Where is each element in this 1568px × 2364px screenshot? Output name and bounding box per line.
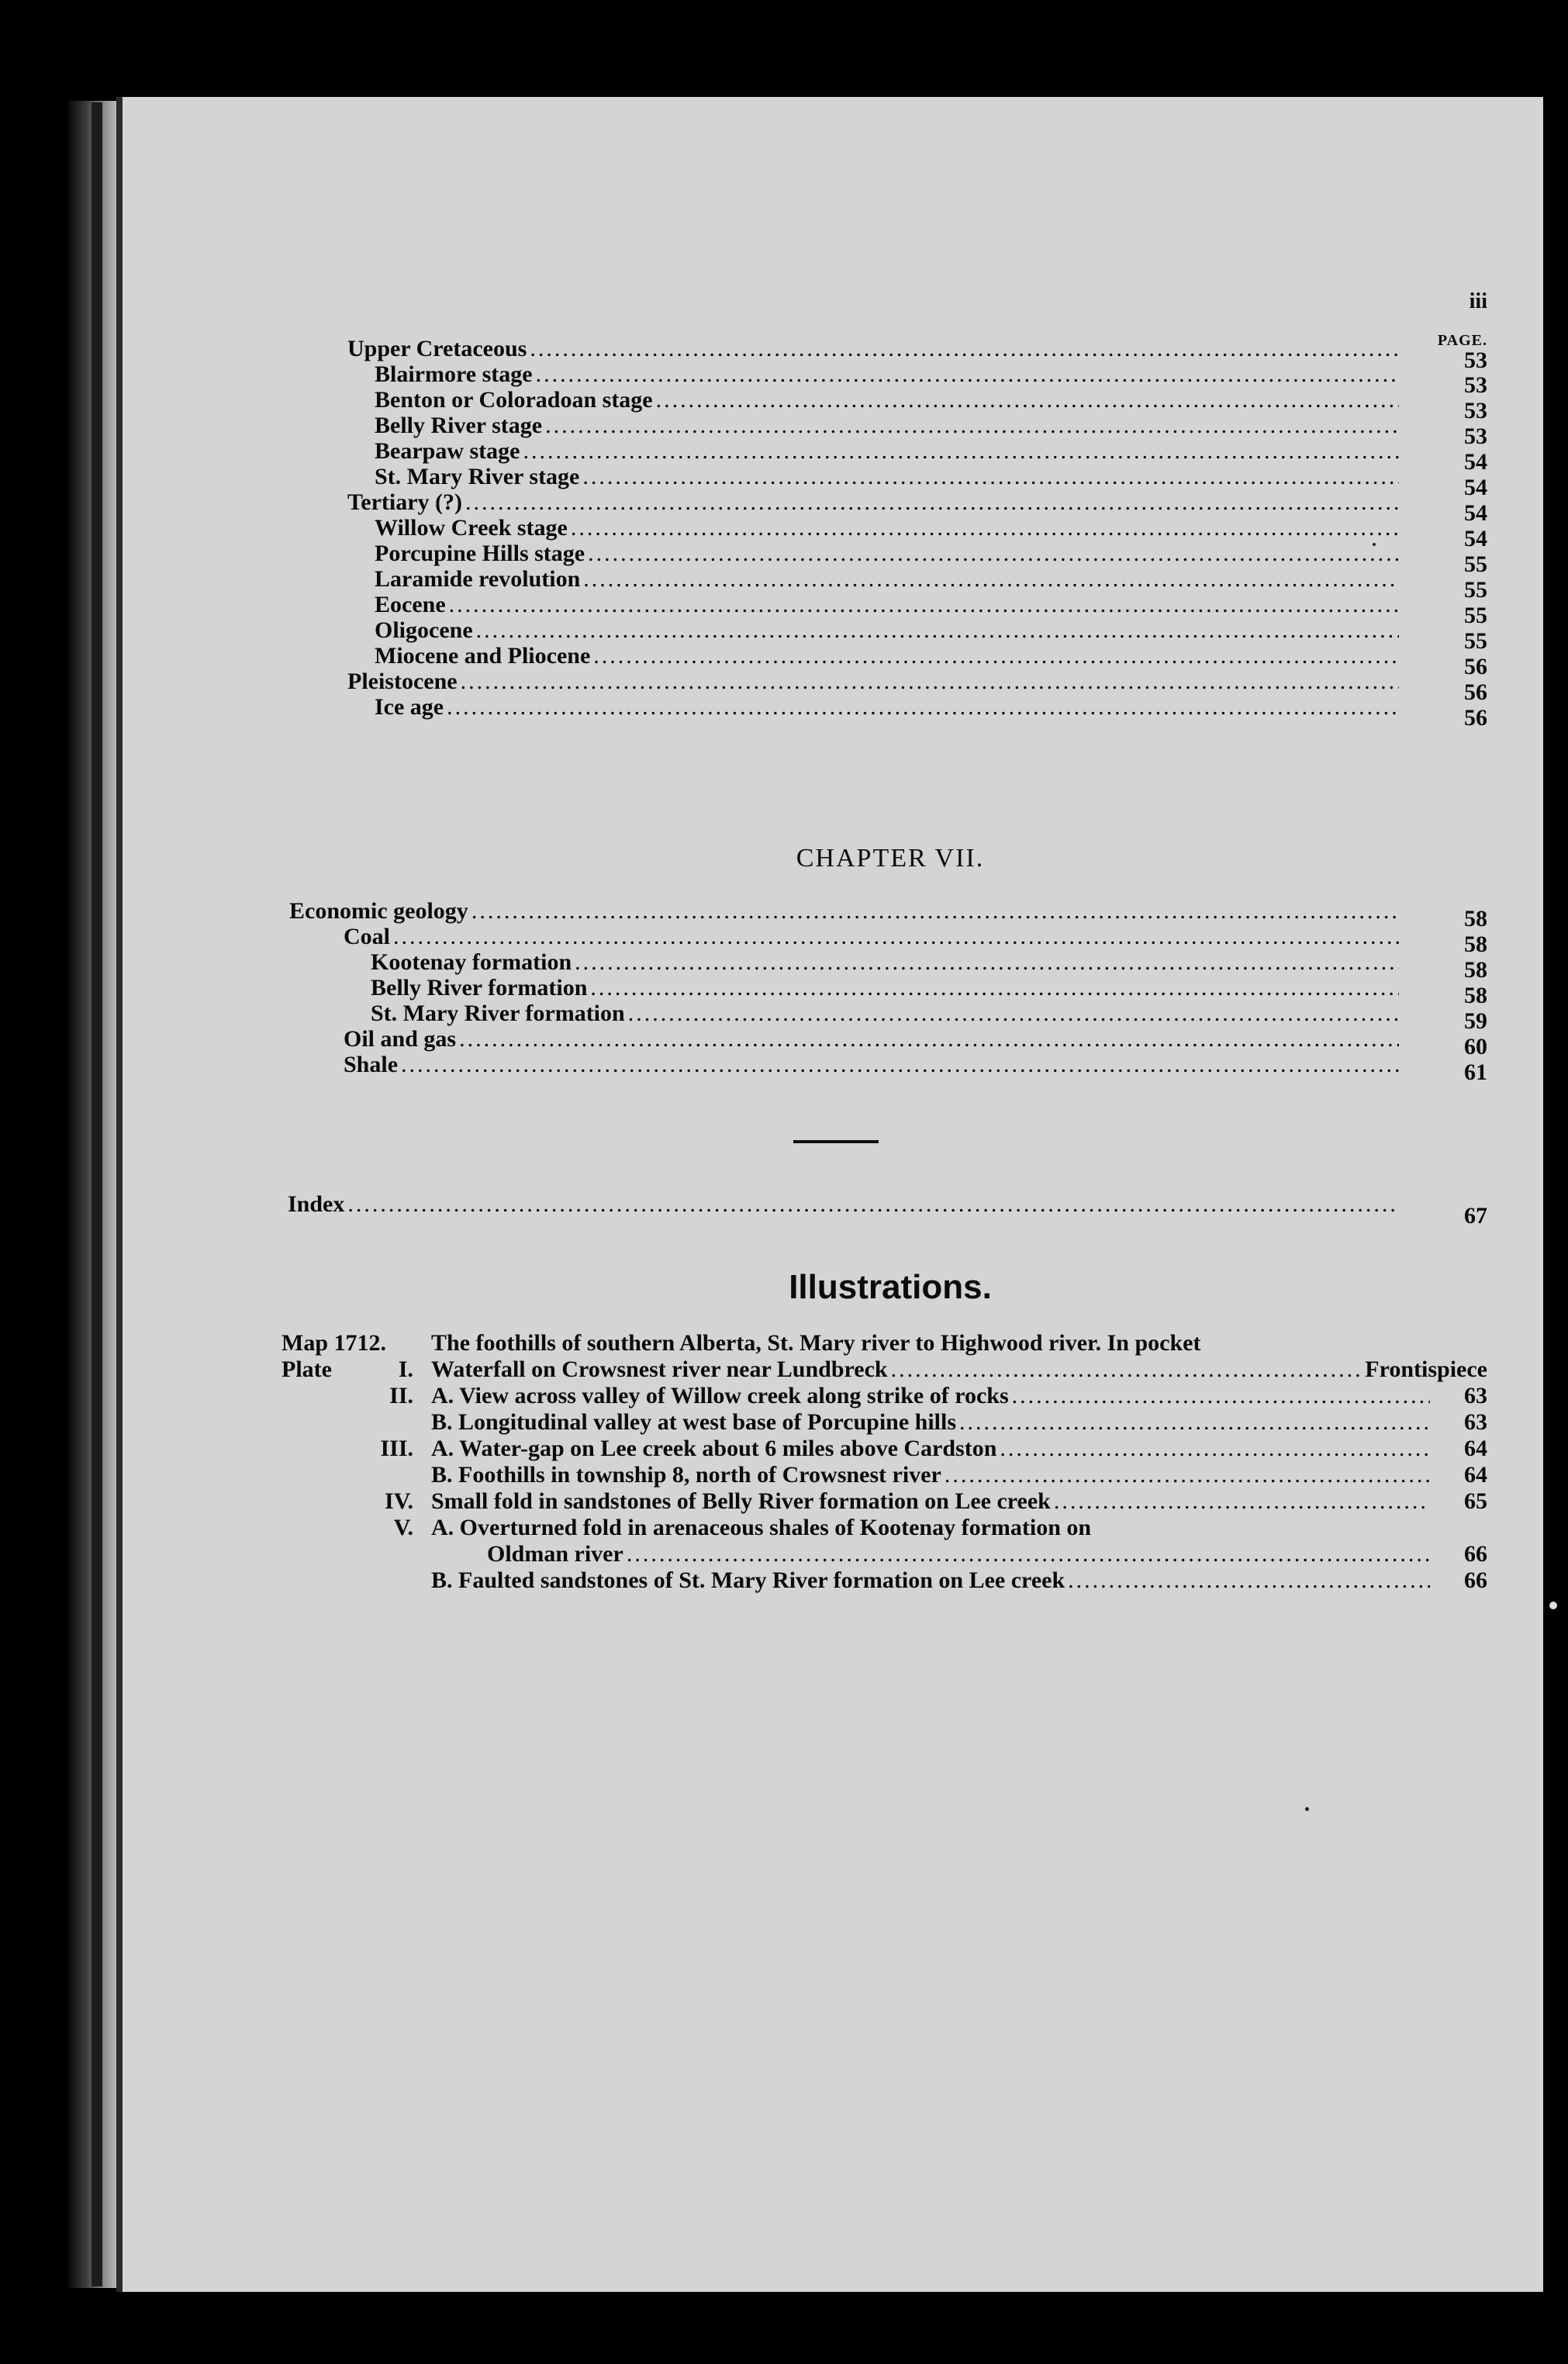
leader-dots [627, 1541, 1430, 1567]
illustration-prefix [281, 1383, 413, 1409]
illustration-text [431, 1462, 1487, 1488]
toc-entry-label: Tertiary (?) [347, 489, 463, 515]
toc-entry-label: Belly River stage [375, 413, 543, 438]
illustration-text [487, 1541, 1487, 1567]
toc-entry-label: Bearpaw stage [375, 438, 520, 464]
illustration-prefix-b: III. [380, 1436, 413, 1461]
illustration-entry [123, 1541, 1487, 1567]
toc-entry-label: Kootenay formation [371, 949, 572, 975]
toc-entry-label: Belly River formation [371, 975, 588, 1001]
toc-entry [344, 1028, 1402, 1051]
scan-artifact [1549, 1602, 1557, 1609]
leader-dots [575, 951, 1399, 974]
leader-dots [571, 517, 1399, 540]
toc-entry [375, 363, 1402, 386]
illustration-prefix-b: II. [389, 1383, 413, 1408]
toc-entry-page: 56 [1464, 705, 1487, 731]
leader-dots [461, 670, 1399, 693]
toc-entry-page: 56 [1464, 679, 1487, 705]
leader-dots [891, 1357, 1363, 1383]
toc-entry [344, 1053, 1402, 1077]
illustration-caption: The foothills of southern Alberta, St. Mary river to Highwood river. In pocket [431, 1330, 1201, 1356]
toc-entry [344, 925, 1402, 949]
toc-entry-page: 55 [1464, 628, 1487, 654]
illustration-caption: A. Water-gap on Lee creek about 6 miles above Cardston [431, 1436, 997, 1461]
toc-entry-label: Economic geology [289, 898, 468, 924]
toc-entry [375, 619, 1402, 642]
leader-dots [393, 925, 1399, 949]
leader-dots [582, 465, 1399, 489]
illustration-prefix [281, 1515, 413, 1541]
toc-entry [375, 593, 1402, 617]
illustration-prefix [281, 1567, 413, 1594]
leader-dots [959, 1409, 1430, 1436]
toc-entry-page: 53 [1464, 423, 1487, 449]
toc-entry [375, 440, 1402, 463]
leader-dots [583, 568, 1399, 591]
toc-entry-label: Oligocene [375, 617, 473, 643]
toc-entry-page: 61 [1464, 1059, 1487, 1085]
illustration-entry [123, 1462, 1487, 1488]
illustration-text [431, 1383, 1487, 1409]
illustration-prefix [281, 1436, 413, 1462]
leader-dots [588, 542, 1399, 565]
leader-dots [1012, 1383, 1430, 1409]
toc-entry-label: Pleistocene [347, 669, 458, 694]
toc-entry-label: Laramide revolution [375, 566, 581, 592]
leader-dots [545, 414, 1399, 437]
toc-entry [289, 900, 1402, 923]
toc-entry-page: 53 [1464, 398, 1487, 423]
paper-speck [1305, 1807, 1309, 1811]
toc-entry-page: 67 [1464, 1203, 1487, 1229]
toc-entry [375, 542, 1402, 565]
illustration-entry [123, 1383, 1487, 1409]
illustration-page: 65 [1464, 1488, 1487, 1514]
toc-entry-page: 55 [1464, 603, 1487, 628]
toc-entry [371, 951, 1402, 974]
toc-entry [347, 670, 1402, 693]
toc-entry-label: Porcupine Hills stage [375, 541, 585, 566]
toc-entry [371, 1002, 1402, 1025]
toc-entry-label: Miocene and Pliocene [375, 643, 591, 669]
chapter-heading: CHAPTER VII. [796, 844, 985, 873]
toc-entry-label: Upper Cretaceous [347, 336, 527, 361]
toc-entry-page: 54 [1464, 475, 1487, 500]
illustration-caption: Waterfall on Crowsnest river near Lundbreck [431, 1357, 888, 1382]
illustration-prefix-a: Plate [281, 1357, 332, 1382]
illustration-caption: A. Overturned fold in arenaceous shales of Kootenay formation on [431, 1515, 1092, 1540]
toc-entry [375, 517, 1402, 540]
leader-dots [476, 619, 1399, 642]
illustration-page: 66 [1464, 1567, 1487, 1593]
leader-dots [523, 440, 1399, 463]
page-number: iii [1469, 289, 1487, 313]
leader-dots [656, 389, 1399, 412]
toc-entry-page: 59 [1464, 1008, 1487, 1034]
toc-entry [371, 976, 1402, 1000]
illustration-entry [123, 1357, 1487, 1383]
illustration-page: 63 [1464, 1383, 1487, 1408]
illustration-page: Frontispiece [1365, 1357, 1487, 1382]
toc-entry [375, 696, 1402, 719]
leader-dots [593, 645, 1399, 668]
toc-entry-page: 53 [1464, 347, 1487, 373]
page-content [123, 97, 1543, 2292]
page-column-header: PAGE. [1437, 332, 1487, 349]
toc-entry [375, 568, 1402, 591]
illustration-caption: B. Foothills in township 8, north of Crowsnest river [431, 1462, 941, 1488]
paper-speck [1373, 543, 1376, 546]
toc-entry [375, 645, 1402, 668]
leader-dots [465, 491, 1399, 514]
illustration-text [431, 1515, 1424, 1541]
illustration-prefix-a: Map 1712. [281, 1330, 386, 1356]
leader-dots [530, 337, 1399, 361]
illustration-prefix-b: IV. [385, 1488, 413, 1514]
leader-dots [536, 363, 1399, 386]
leader-dots [459, 1028, 1399, 1051]
toc-entry-page: 54 [1464, 500, 1487, 526]
toc-entry-page: 54 [1464, 449, 1487, 475]
toc-entry-label: St. Mary River formation [371, 1001, 625, 1026]
toc-entry-page: 58 [1464, 957, 1487, 983]
illustration-caption: Oldman river [487, 1541, 623, 1567]
illustration-entry [123, 1488, 1487, 1515]
toc-entry-index [288, 1193, 1402, 1216]
toc-entry [347, 491, 1402, 514]
illustration-text [431, 1409, 1487, 1436]
toc-entry-label: Shale [344, 1052, 399, 1077]
illustration-prefix [281, 1330, 413, 1357]
toc-entry-label: Oil and gas [344, 1026, 457, 1052]
toc-entry-page: 55 [1464, 577, 1487, 603]
illustration-prefix [281, 1541, 413, 1567]
leader-dots [347, 1193, 1399, 1216]
toc-entry-label: Eocene [375, 592, 446, 617]
toc-entry-label: Ice age [375, 694, 444, 720]
leader-dots [1068, 1567, 1430, 1594]
illustration-caption: Small fold in sandstones of Belly River formation on Lee creek [431, 1488, 1051, 1514]
illustration-prefix-b: I. [398, 1357, 413, 1382]
binding-edge [92, 102, 102, 2286]
illustration-caption: B. Faulted sandstones of St. Mary River formation on Lee creek [431, 1567, 1065, 1593]
leader-dots [590, 976, 1399, 1000]
toc-entry-page: 53 [1464, 372, 1487, 398]
illustration-text [431, 1330, 1487, 1357]
toc-entry-label: Index [288, 1191, 345, 1217]
illustration-page: 66 [1464, 1541, 1487, 1567]
illustration-text [431, 1357, 1487, 1383]
leader-dots [449, 593, 1399, 617]
document-page [116, 97, 1543, 2292]
leader-dots [628, 1002, 1399, 1025]
section-divider [793, 1140, 879, 1143]
illustrations-heading: Illustrations. [789, 1268, 992, 1306]
toc-entry-label: St. Mary River stage [375, 464, 580, 489]
toc-entry [375, 414, 1402, 437]
illustration-caption: A. View across valley of Willow creek along strike of rocks [431, 1383, 1009, 1408]
toc-entry-page: 55 [1464, 551, 1487, 577]
illustration-entry [123, 1409, 1487, 1436]
toc-entry-page: 58 [1464, 906, 1487, 931]
illustration-entry [123, 1436, 1487, 1462]
toc-entry-page: 58 [1464, 983, 1487, 1008]
illustration-prefix [281, 1409, 413, 1436]
illustration-text [431, 1488, 1487, 1515]
leader-dots [1054, 1488, 1430, 1515]
toc-entry-page: 56 [1464, 654, 1487, 679]
illustration-text [431, 1436, 1487, 1462]
toc-entry-page: 54 [1464, 526, 1487, 551]
toc-entry-label: Willow Creek stage [375, 515, 568, 541]
toc-entry [375, 389, 1402, 412]
toc-entry [375, 465, 1402, 489]
illustration-entry [123, 1515, 1487, 1541]
illustration-entry [123, 1330, 1487, 1357]
illustration-prefix-b: V. [393, 1515, 413, 1540]
leader-dots [945, 1462, 1430, 1488]
toc-entry-label: Coal [344, 924, 390, 949]
illustration-prefix [281, 1488, 413, 1515]
toc-entry-page: 58 [1464, 931, 1487, 957]
leader-dots [401, 1053, 1399, 1077]
illustration-prefix [281, 1462, 413, 1488]
illustration-text [431, 1567, 1487, 1594]
illustration-prefix [281, 1357, 413, 1383]
toc-entry-page: 60 [1464, 1034, 1487, 1059]
toc-entry [347, 337, 1402, 361]
leader-dots [471, 900, 1399, 923]
illustration-caption: B. Longitudinal valley at west base of Porcupine hills [431, 1409, 957, 1435]
illustration-page: 64 [1464, 1462, 1487, 1488]
leader-dots [1000, 1436, 1430, 1462]
illustration-page: 63 [1464, 1409, 1487, 1435]
toc-entry-label: Benton or Coloradoan stage [375, 387, 653, 413]
illustration-entry [123, 1567, 1487, 1594]
leader-dots [447, 696, 1399, 719]
illustration-page: 64 [1464, 1436, 1487, 1461]
toc-entry-label: Blairmore stage [375, 361, 533, 387]
